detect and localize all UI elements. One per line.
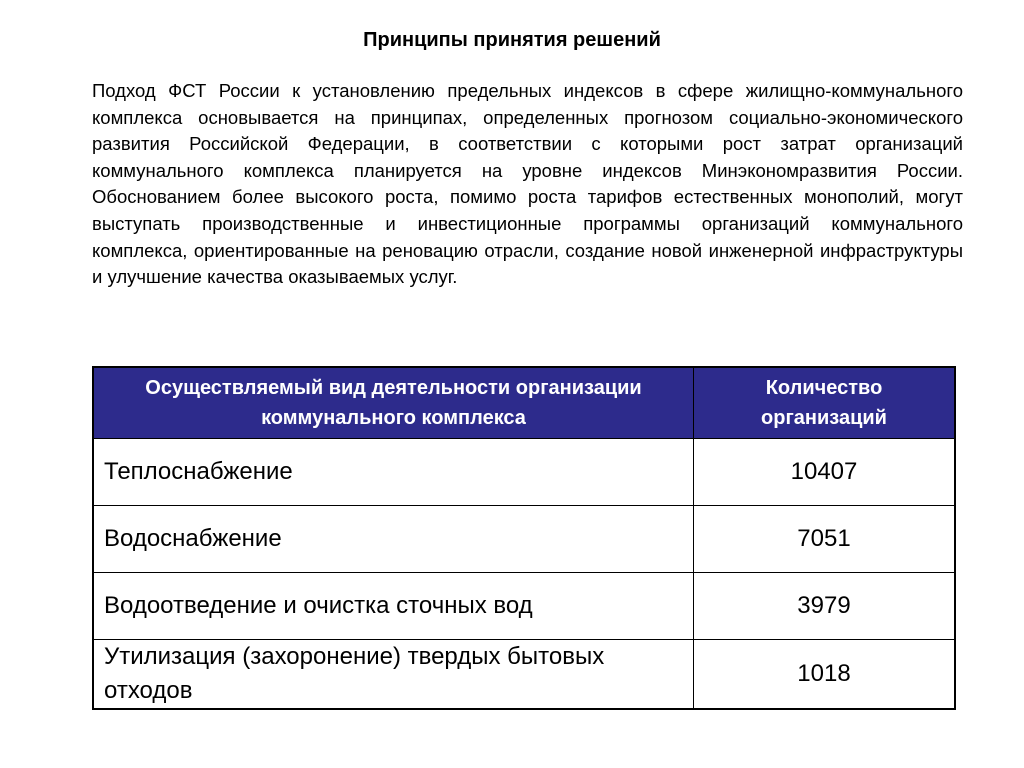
- row-activity: Водоотведение и очистка сточных вод: [93, 573, 694, 640]
- table-row: [93, 439, 955, 506]
- table-header-row: [93, 367, 955, 439]
- header-count: Количество организаций: [694, 367, 956, 439]
- table-row: [93, 640, 955, 710]
- row-count: 7051: [694, 506, 956, 573]
- row-count: 3979: [694, 573, 956, 640]
- row-activity: Утилизация (захоронение) твердых бытовых отходов: [93, 640, 694, 710]
- intro-paragraph: Подход ФСТ России к установлению предельных индексов в сфере жилищно-коммунального комплекса основывается на принципах, определенных прогнозом социально-экономического развития Российской Федерации, в соответствии с которыми рост затрат организаций коммунального комплекса планируется на уровне индексов Минэкономразвития России. Обоснованием более высокого роста, помимо роста тарифов естественных монополий, могут выступать производственные и инвестиционные программы организаций коммунального комплекса, ориентированные на реновацию отрасли, создание новой инженерной инфраструктуры и улучшение качества оказываемых услуг.: [92, 80, 963, 288]
- table-body: [93, 439, 955, 710]
- table-header: [93, 367, 955, 439]
- page-title: Принципы принятия решений: [363, 29, 661, 51]
- row-activity: Теплоснабжение: [93, 439, 694, 506]
- organizations-table: [92, 366, 956, 710]
- organizations-table-container: [92, 366, 956, 710]
- row-count: 10407: [694, 439, 956, 506]
- row-activity: Водоснабжение: [93, 506, 694, 573]
- header-activity: Осуществляемый вид деятельности организации коммунального комплекса: [93, 367, 694, 439]
- table-row: [93, 573, 955, 640]
- row-count: 1018: [694, 640, 956, 710]
- table-row: [93, 506, 955, 573]
